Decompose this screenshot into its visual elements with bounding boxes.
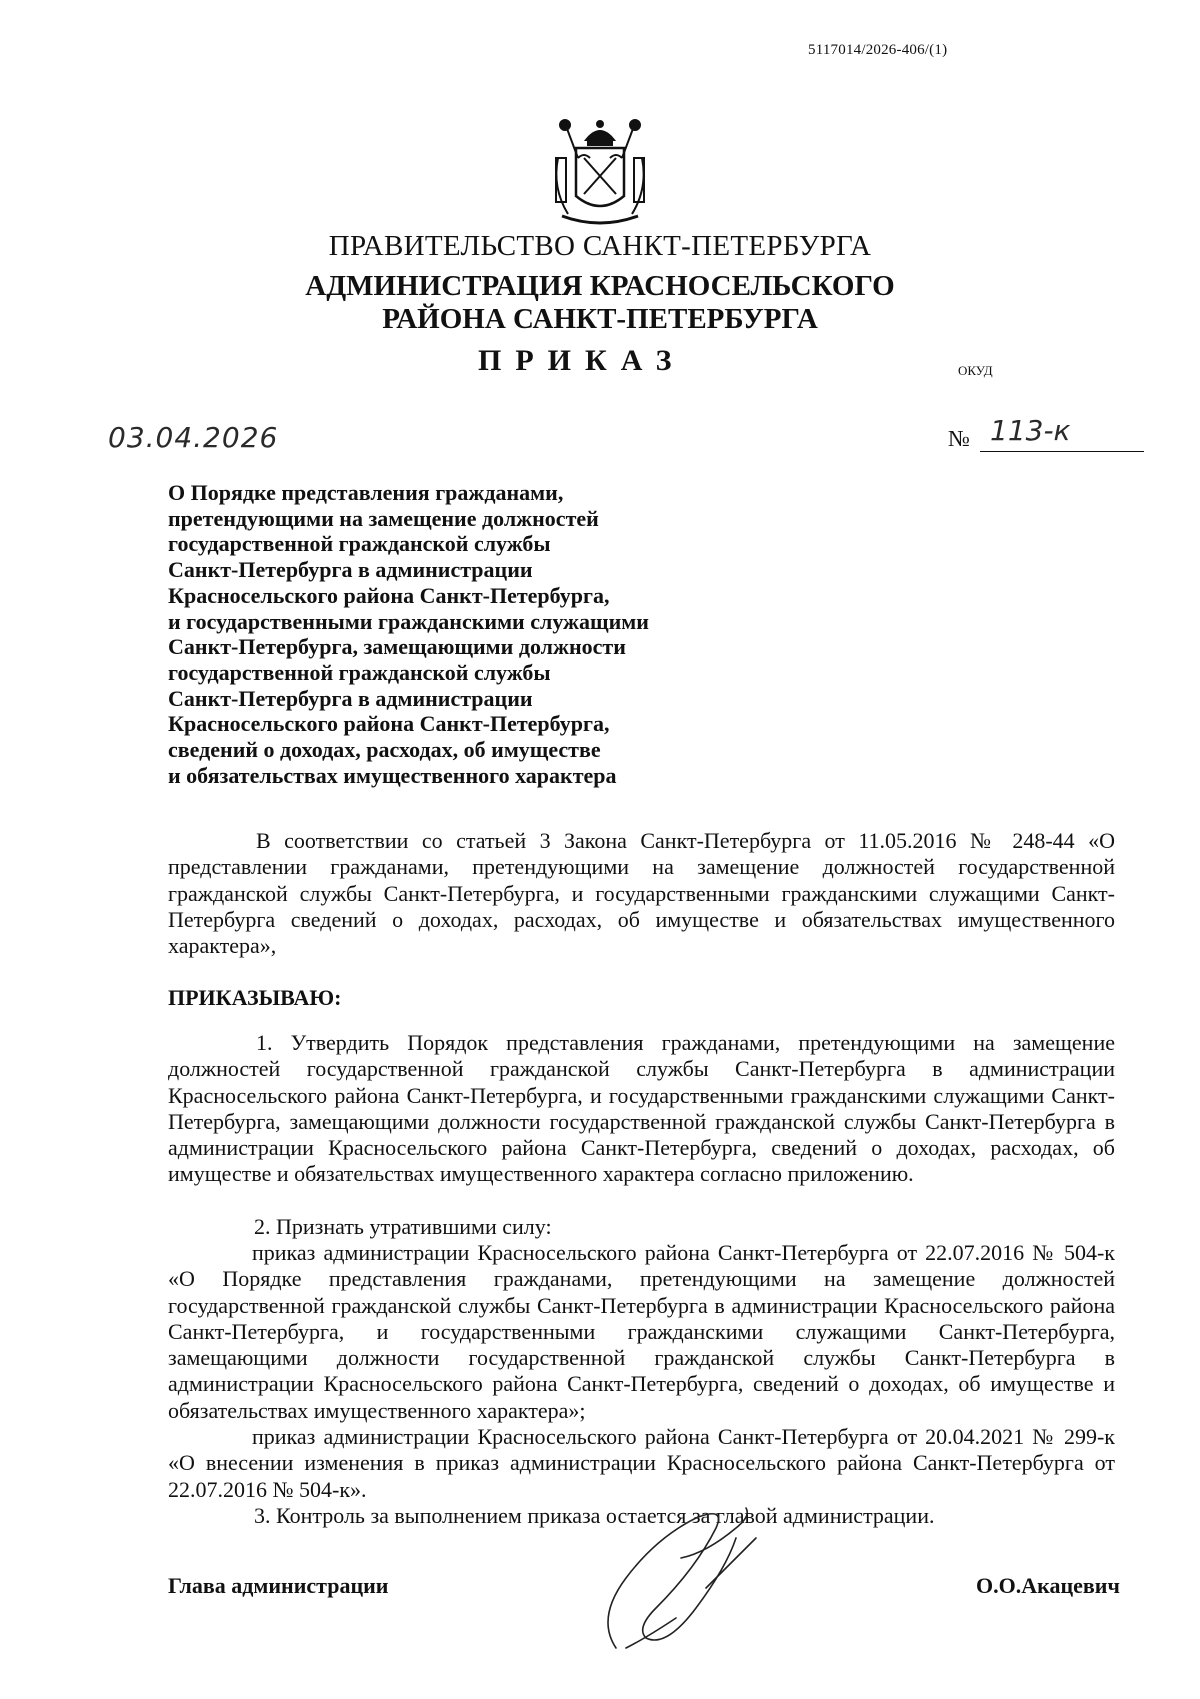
handwritten-date: 03.04.2026 [108, 421, 279, 454]
subject-line: О Порядке представления гражданами, [168, 480, 564, 505]
handwritten-signature-icon [586, 1498, 786, 1658]
coat-of-arms-icon [548, 118, 652, 230]
administration-title [0, 270, 1200, 336]
item-2a-paragraph: приказ администрации Красносельского района Санкт-Петербурга от 22.07.2016 № 504-к «О Порядке представления гражданами, претендующими на замещение должностей государственной гражданской службы Санкт-Петербурга в администрации Красносельского района Санкт-Петербурга, и государственными гражданскими служащими Санкт-Петербурга, замещающими должности государственной гражданской службы Санкт-Петербурга в администрации Красносельского района Санкт-Петербурга, сведений о доходах, об имуществе и обязательствах имущественного характера»; [168, 1240, 1115, 1423]
subject-line: и государственными гражданскими служащими [168, 608, 649, 634]
intro-paragraph: В соответствии со статьей 3 Закона Санкт-Петербурга от 11.05.2016 № 248-44 «О представлении гражданами, претендующими на замещение должностей государственной гражданской службы Санкт-Петербурга, и государственными гражданскими служащими Санкт-Петербурга сведений о доходах, расходах, об имуществе и обязательствах имущественного характера», [168, 828, 1115, 959]
item-1-paragraph: 1. Утвердить Порядок представления гражданами, претендующими на замещение должностей государственной гражданской службы Санкт-Петербурга в администрации Красносельского района Санкт-Петербурга, и государственными гражданскими служащими Санкт-Петербурга, замещающими должности государственной гражданской службы Санкт-Петербурга в администрации Красносельского района Санкт-Петербурга, сведений о доходах, расходах, об имуществе и обязательствах имущественного характера согласно приложению. [168, 1030, 1115, 1187]
item-2-paragraph: 2. Признать утратившими силу: [254, 1214, 552, 1239]
order-word: ПРИКАЗЫВАЮ: [168, 985, 342, 1010]
item-3-paragraph: 3. Контроль за выполнением приказа остается за главой администрации. [254, 1503, 935, 1528]
subject-line: государственной гражданской службы [168, 659, 551, 685]
number-label: № [948, 426, 970, 451]
subject-line: Санкт-Петербурга в администрации [168, 685, 533, 711]
subject-line: и обязательствах имущественного характера [168, 762, 617, 788]
item-2b-paragraph: приказ администрации Красносельского района Санкт-Петербурга от 20.04.2021 № 299-к «О внесении изменения в приказ администрации Красносельского района Санкт-Петербурга от 22.07.2016 № 504-к». [168, 1424, 1115, 1502]
document-type: ПРИКАЗ [478, 344, 686, 377]
okud-label: ОКУД [958, 363, 993, 378]
subject-line: сведений о доходах, расходах, об имуществе [168, 737, 601, 763]
subject-line: Красносельского района Санкт-Петербурга, [168, 582, 610, 608]
subject-line: претендующими на замещение должностей [168, 505, 599, 531]
administration-title-line-1: АДМИНИСТРАЦИЯ КРАСНОСЕЛЬСКОГО [305, 270, 895, 302]
handwritten-number: 113-к [990, 414, 1071, 447]
number-underline [980, 451, 1144, 452]
administration-title-line-2: РАЙОНА САНКТ-ПЕТЕРБУРГА [382, 303, 818, 335]
subject-line: Красносельского района Санкт-Петербурга, [168, 711, 610, 737]
document-subject [168, 480, 688, 788]
signatory-name: О.О.Акацевич [976, 1573, 1120, 1598]
subject-line: государственной гражданской службы [168, 531, 551, 557]
government-title: ПРАВИТЕЛЬСТВО САНКТ-ПЕТЕРБУРГА [328, 230, 872, 262]
subject-line: Санкт-Петербурга в администрации [168, 557, 533, 583]
signatory-role: Глава администрации [168, 1573, 389, 1598]
document-reference-number: 5117014/2026-406/(1) [808, 42, 948, 58]
subject-line: Санкт-Петербурга, замещающими должности [168, 634, 626, 660]
